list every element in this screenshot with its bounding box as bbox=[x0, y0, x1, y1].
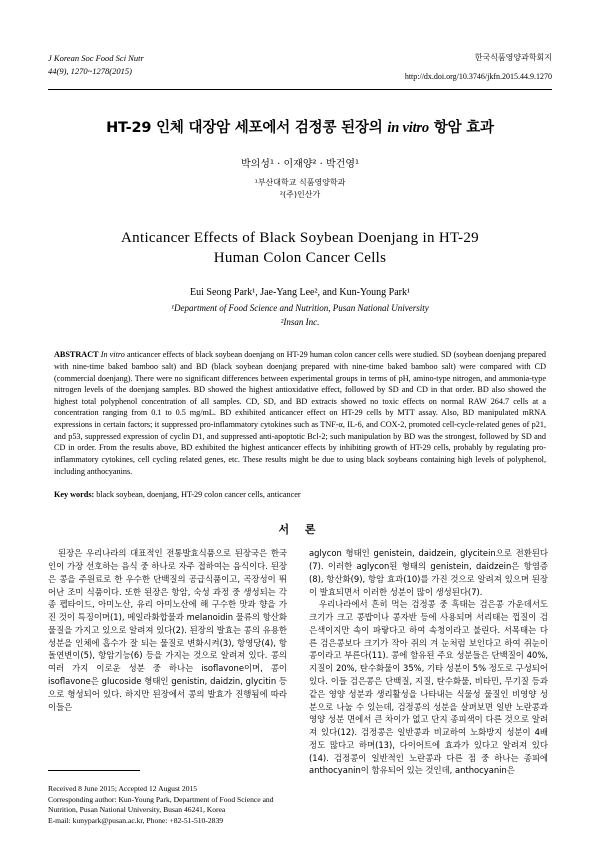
keywords bbox=[48, 490, 552, 499]
journal-name: J Korean Soc Food Sci Nutr bbox=[48, 53, 144, 63]
paragraph: 우리나라에서 흔히 먹는 검정콩 중 흑태는 검은콩 가운데서도 크기가 크고 콩밥이나 콩자반 등에 사용되며 서리태는 껍질이 검은색이지만 속이 파랗다고 하여 속청이라고 불린다. 서목태는 다른 검은콩보다 크기가 작아 쥐의 겨 눈처럼 보인다고 하여 쥐눈이콩이라고 부른다(11). 콩에 함유된 주요 성분들은 단백질이 40%, 지질이 20%, 탄수화물이 35%, 기타 성분이 5% 정도로 구성되어 있다. 이들 검은콩은 단백질, 지질, 탄수화물, 비타민, 무기질 등과 같은 영양 성분과 생리활성을 나타내는 식물성 물질인 비영양 성분으로 나눌 수 있는데, 검정콩의 성분을 살펴보면 일반 노란콩과 영양 성분 면에서 큰 차이가 없고 단지 종피색이 다른 것으로 알려져 있다(12). 검정콩은 일반콩과 비교하여 노화방지 성분이 4배 정도 많다고 하며(13), 다이어트에 효과가 있다고 알려져 있다(14). 검정콩이 일반적인 노란콩과 다른 점 중 하나는 종피에 anthocyanin이 함유되어 있는 것인데, anthocyanin은 bbox=[309, 599, 548, 776]
paragraph: 된장은 우리나라의 대표적인 전통발효식품으로 된장국은 한국인이 가장 선호하는 음식 중 하나로 자주 접하여는 음식이다. 된장은 콩을 주원료로 한 우수한 단백질의 공급식품이고, 곡장성이 뛰어난 조미 식품이다. 또한 된장은 항암, 숙성 과정 중 생성되는 각종 펩타이드, 아미노산, 유리 아미노산에 해 구수한 맛과 향을 가진 것이 특징이며(1), 메일라화합물과 melanoidin 물류의 항산화 물질을 가지고 있으로 알려져 있다(2). 된장의 발효는 콩의 유용한 성분을 인체에 흡수가 잘 되는 물질로 변화시켜(3), 항영당(4), 항돌연변이(5), 항암기능(6) 등을 가지는 것으로 알려져 있다. 콩의 여러 가지 이로운 성분 중 하나는 isoflavone이며, 콩이 isoflavone은 glucoside 형태인 genistin, daidzin, glycitin 등으로 형성되어 있다. 하지만 된장에서 콩의 발효가 진행됨에 따라 이들은 bbox=[48, 548, 287, 712]
affiliation-english-1: ¹Department of Food Science and Nutrition, Pusan National University bbox=[171, 303, 429, 314]
page-header bbox=[48, 52, 552, 83]
footnote-contact: E-mail: kunypark@pusan.ac.kr, Phone: +82-51-510-2839 bbox=[48, 816, 224, 826]
title-english-line2: Human Colon Cancer Cells bbox=[213, 250, 387, 267]
journal-citation bbox=[48, 52, 144, 78]
journal-volume: 44(9), 1270~1278(2015) bbox=[48, 65, 132, 76]
footnote-corresponding-author: Corresponding author: Kun-Young Park, Department of Food Science and Nutrition, Pusan National University, Busan 46241, Korea bbox=[48, 794, 274, 815]
section-heading-introduction: 서 론 bbox=[278, 523, 322, 537]
title-korean-italic: in vitro bbox=[387, 120, 429, 136]
title-korean bbox=[48, 116, 552, 137]
body-column-left bbox=[48, 547, 287, 779]
title-english bbox=[48, 228, 552, 269]
affiliation-korean-1: ¹부산대학교 식품영양학과 bbox=[254, 178, 346, 187]
abstract-label: ABSTRACT bbox=[54, 350, 99, 360]
journal-meta bbox=[405, 52, 552, 83]
title-korean-pre: HT-29 인체 대장암 세포에서 검정콩 된장의 bbox=[106, 120, 388, 136]
doi-link[interactable]: http://dx.doi.org/10.3746/jkfn.2015.44.9.1270 bbox=[404, 72, 552, 81]
title-english-line1: Anticancer Effects of Black Soybean Doenjang in HT-29 bbox=[121, 229, 479, 246]
authors-english: Eui Seong Park¹, Jae-Yang Lee², and Kun-Young Park¹ bbox=[190, 287, 410, 299]
footnote-received: Received 8 June 2015; Accepted 12 August 2015 bbox=[48, 783, 198, 793]
journal-name-korean: 한국식품영양과학회지 bbox=[474, 53, 552, 62]
keywords-label: Key words: bbox=[54, 490, 95, 500]
affiliation-korean-2: ²(주)인산가 bbox=[279, 190, 321, 200]
body-column-right bbox=[309, 547, 548, 779]
body-columns bbox=[48, 547, 552, 779]
abstract-italic-lead: In vitro bbox=[100, 350, 125, 360]
keywords-text: black soybean, doenjang, HT-29 colon cancer cells, anticancer bbox=[94, 490, 301, 500]
affiliations-korean bbox=[48, 177, 552, 202]
abstract-text: anticancer effects of black soybean doenjang on HT-29 human colon cancer cells were studied. SD (soybean doenjang prepared with nine-time baked bamboo salt) and BD (black soybean doenjang prepared with nine-time baked bamboo salt) were compared with CD (commercial doenjang). There were no significant differences between experimental groups in terms of pH, amino-type nitrogen, and ammonia-type nitrogen levels of the doenjang samples. BD showed the highest antioxidative effect, followed by SD and CD in that order. BD also showed the highest total polyphenol concentration of all samples. CD, SD, and BD extracts showed no toxic effects on normal RAW 264.7 cells at a concentration ranging from 0.1 to 0.5 mg/mL. BD exhibited anticancer effect on HT-29 cells by MTT assay. Also, BD manipulated mRNA expressions in certain factors; it suppressed pro-inflammatory cytokines such as TNF-α, IL-6, and COX-2, promoted cell-cycle-related genes of p21, and p53, suppressed expression of cyclin D1, and suppressed anti-apoptotic Bcl-2; such manipulation by BD was the strongest, followed by SD and CD in order. From the results above, BD exhibited the highest anticancer effects by inhibiting growth of HT-29 cells, probably by regulating pro-inflammatory cytokines, cell cycling related genes, etc. These results might be due to using black soybeans containing high levels of polyphenol, including anthocyanins. bbox=[54, 350, 547, 476]
header-divider bbox=[48, 89, 552, 90]
footnote bbox=[48, 780, 287, 827]
abstract bbox=[48, 349, 552, 477]
title-korean-post: 항암 효과 bbox=[428, 120, 494, 136]
affiliations-english bbox=[48, 302, 552, 329]
paragraph: aglycon 형태인 genistein, daidzein, glycitein으로 전환된다(7). 이러한 aglycon된 형태의 genistein, daidzein은 항염증(8), 항산화(9), 항암 효과(10)를 가진 것으로 알려져 있으며 된장이 발효되면서 이러한 성분이 많이 생성된다(7). bbox=[309, 548, 548, 597]
affiliation-english-2: ²Insan Inc. bbox=[280, 316, 320, 327]
footnote-divider bbox=[48, 770, 140, 771]
authors-korean: 박의성¹ · 이재양² · 박건영¹ bbox=[240, 159, 360, 170]
